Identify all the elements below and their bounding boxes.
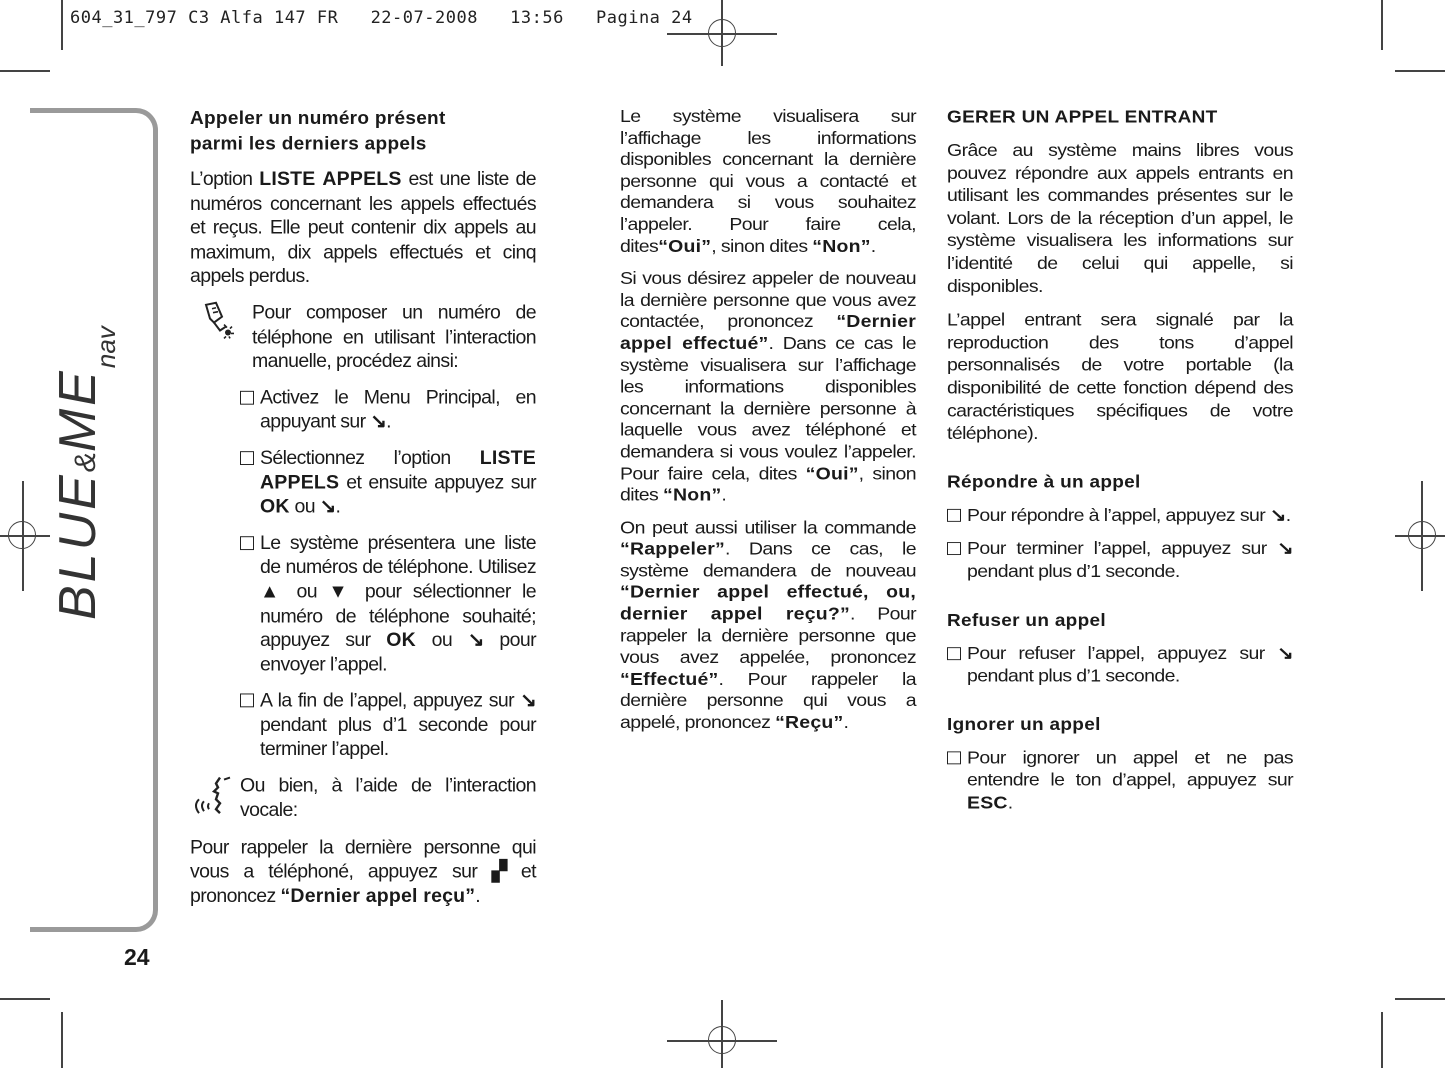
crop-mark [0, 70, 50, 72]
paragraph-voice-redial: Pour rappeler la dernière personne qui vous a téléphoné, appuyez sur ▞ et prononcez “Dernier appel reçu”. [190, 836, 536, 907]
list-item: Pour terminer l’appel, appuyez sur ↘ pendant plus d’1 seconde. [947, 538, 1293, 583]
voice-button-icon: ▞ [491, 860, 507, 883]
list-item: Pour répondre à l’appel, appuyez sur ↘. [947, 504, 1293, 527]
crop-mark [0, 998, 50, 1000]
crop-mark [61, 1012, 63, 1068]
heading-refuser: Refuser un appel [947, 610, 1106, 631]
phone-icon: ↘ [520, 689, 536, 712]
checkbox-bullet [240, 536, 254, 550]
column-middle [620, 106, 916, 744]
crop-mark [1395, 998, 1445, 1000]
phone-icon: ↘ [1270, 504, 1286, 526]
list-item: Activez le Menu Principal, en appuyant sur ↘. [240, 386, 536, 435]
heading-repondre: Répondre à un appel [947, 472, 1141, 493]
paragraph-liste-appels: L’option LISTE APPELS est une liste de numéros concernant les appels effectués et reçus. Elle peut contenir dix appels au maximum, dix appels effectués et cinq appels perdus. [190, 168, 537, 288]
printer-slug: 604_31_797 C3 Alfa 147 FR 22-07-2008 13:56 Pagina 24 [70, 8, 693, 28]
phone-icon: ↘ [467, 629, 484, 652]
paragraph-rappeler: On peut aussi utiliser la commande “Rappeler”. Dans ce cas, le système demandera de nouveau “Dernier appel effectué, ou, dernier appel reçu?”. Pour rappeler la dernière personne que vous avez appelée, prononcez “Effectué”. Pour rappeler la dernière personne qui vous a appelé, prononcez “Reçu”. [620, 518, 916, 733]
paragraph-mains-libres: Grâce au système mains libres vous pouvez répondre aux appels entrants en utilisant les commandes présentes sur le volant. Lors de la réception d’un appel, le système visualisera les informations sur l’identité de celui qui appelle, si disponibles. [947, 140, 1293, 297]
heading-appeler-derniers: Appeler un numéro présent parmi les derniers appels [190, 107, 446, 155]
list-item: Le système présentera une liste de numéros de téléphone. Utilisez ▲ ou ▼ pour sélectionner le numéro de téléphone souhaité; appuyez sur OK ou ↘ pour envoyer l’appel. [240, 531, 536, 677]
heading-gerer-appel-entrant: GERER UN APPEL ENTRANT [947, 107, 1218, 128]
crop-mark [1381, 0, 1383, 50]
checkbox-bullet [240, 694, 254, 708]
paragraph-appel-entrant: L’appel entrant sera signalé par la reproduction des tons d’appel personnalisés de votre portable (la disponibilité de cette fonction dépend des caractéristiques spécifiques de votre téléphone). [947, 309, 1293, 444]
list-item: Pour refuser l’appel, appuyez sur ↘ pendant plus d’1 seconde. [947, 642, 1293, 687]
manual-interaction-row: Pour composer un numéro de téléphone en utilisant l’interaction manuelle, procédez ainsi: [200, 301, 536, 374]
phone-icon: ↘ [1277, 643, 1293, 664]
crop-mark [1381, 1012, 1383, 1068]
paragraph-last-contact: Le système visualisera sur l’affichage les informations disponibles concernant la dernière personne qui vous a contacté et demandera si vous souhaitez l’appeler. Pour faire cela, dites“Oui”, sinon dites “Non”. [620, 106, 916, 257]
voice-speaking-icon [190, 774, 240, 824]
blue-and-me-nav-logo: BLUE&MEnav [49, 326, 121, 620]
checkbox-bullet [947, 542, 961, 555]
phone-icon: ↘ [1277, 538, 1293, 559]
arrow-down-icon: ▼ [328, 580, 354, 603]
crop-mark [1395, 70, 1445, 72]
list-item: A la fin de l’appel, appuyez sur ↘ pendant plus d’1 seconde pour terminer l’appel. [240, 689, 536, 762]
phone-icon: ↘ [319, 495, 336, 518]
phone-icon: ↘ [370, 410, 387, 433]
page-number: 24 [124, 944, 150, 970]
voice-interaction-row: Ou bien, à l’aide de l’interaction vocale: [190, 774, 536, 824]
checkbox-bullet [240, 391, 254, 405]
list-item: Pour ignorer un appel et ne pas entendre le ton d’appel, appuyez sur ESC. [947, 747, 1293, 815]
checkbox-bullet [947, 751, 961, 764]
checkbox-bullet [947, 509, 961, 522]
crop-mark [61, 0, 63, 50]
paragraph-dernier-appel-effectue: Si vous désirez appeler de nouveau la dernière personne que vous avez contactée, prononcez “Dernier appel effectué”. Dans ce cas le système visualisera sur l’affichage les informations disponibles concernant la dernière personne à laquelle vous avez téléphoné et demandera si vous voulez l’appeler. Pour faire cela, dites “Oui”, sinon dites “Non”. [620, 269, 916, 506]
hand-keypad-icon [200, 301, 250, 374]
checkbox-bullet [240, 451, 254, 465]
checkbox-bullet [947, 647, 961, 660]
heading-ignorer: Ignorer un appel [947, 715, 1101, 735]
column-right [947, 106, 1293, 826]
list-item: Sélectionnez l’option LISTE APPELS et ensuite appuyez sur OK ou ↘. [240, 446, 536, 519]
arrow-up-icon: ▲ [260, 580, 286, 603]
column-left [190, 106, 536, 920]
